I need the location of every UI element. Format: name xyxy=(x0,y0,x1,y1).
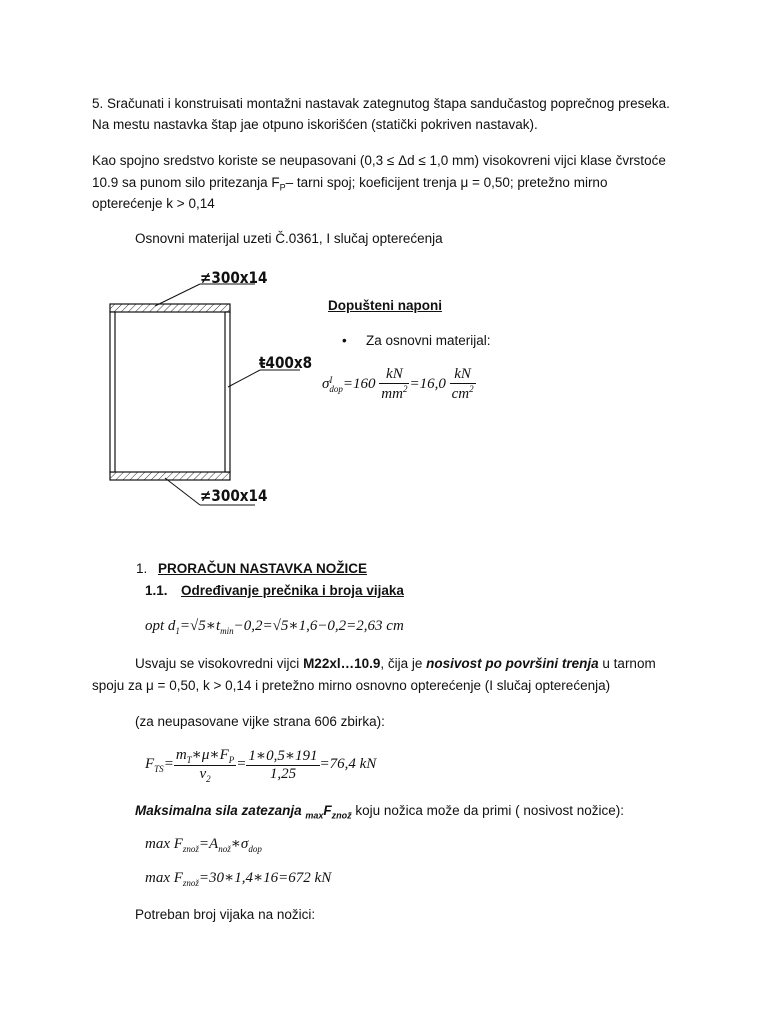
bolt-paragraph-line1: Usvaju se visokovredni vijci M22xl…10.9, čija je nosivost po površini trenja u tarnom xyxy=(135,656,656,671)
left-web xyxy=(110,312,115,472)
stresses-bullet-text: Za osnovni materijal: xyxy=(366,333,491,348)
reference-note: (za neupasovane vijke strana 606 zbirka): xyxy=(135,714,385,729)
bottom-flange-label: ≠300x14 xyxy=(200,486,268,505)
task-text-line1: 5. Sračunati i konstruisati montažni nastavak zategnutog štapa sandučastog poprečnog preseka. xyxy=(92,96,670,111)
top-leader xyxy=(155,284,200,306)
friction-capacity-formula: $F_{TS}=$ $\frac{m_T∗\mu∗F_P}{\nu_2}$ = $\frac{1∗0,5∗191}{1,25}$ =76,4 kN xyxy=(145,747,377,784)
bottom-leader xyxy=(165,478,200,505)
top-flange-label: ≠300x14 xyxy=(200,268,268,287)
right-web xyxy=(225,312,230,472)
max-force-result: $\max F_{znož}=30∗1,4∗16=672$ kN xyxy=(145,870,332,888)
bolt-paragraph-line2: spoju za μ = 0,50, k > 0,14 i pretežno mirno osnovno opterećenje (I slučaj opterećenja) xyxy=(92,678,611,693)
task-text-line2: Na mestu nastavka štap jae otpuno iskorišćen (statički pokriven nastavak). xyxy=(92,117,538,132)
diameter-formula: opt $d_1=√5∗t_{min}-0,2=√5∗1,6-0,2=2,63$ cm xyxy=(145,618,404,636)
side-leader xyxy=(228,370,260,387)
stresses-heading: Dopušteni naponi xyxy=(328,298,442,313)
subsection-title: Određivanje prečnika i broja vijaka xyxy=(181,583,404,598)
task-text-line3: Kao spojno sredstvo koriste se neupasovani (0,3 ≤ Δd ≤ 1,0 mm) visokovreni vijci klase čvrstoće xyxy=(92,153,666,168)
subsection-number: 1.1. xyxy=(145,583,168,598)
section-title: PRORAČUN NASTAVKA NOŽICE xyxy=(158,561,367,576)
web-label: ŧ400x8 xyxy=(259,353,313,372)
material-text: Osnovni materijal uzeti Č.0361, I slučaj opterećenja xyxy=(135,231,443,246)
bullet-icon: • xyxy=(342,333,347,348)
task-text-line5: opterećenje k > 0,14 xyxy=(92,196,215,211)
top-flange xyxy=(110,304,230,312)
section-number: 1. xyxy=(136,561,148,576)
max-force-formula: $\max F_{znož}=A_{nož}∗\sigma_{dop}$ xyxy=(145,836,262,854)
needed-bolts-text: Potreban broj vijaka na nožici: xyxy=(135,907,316,922)
box-section-figure xyxy=(100,262,300,512)
allowed-stress-formula: σ I dop =160 $\frac{kN}{mm^2}$ =16,0 $\frac{kN}{cm^2}$ xyxy=(322,366,474,402)
bottom-flange xyxy=(110,472,230,480)
task-text-line4: 10.9 sa punom silo pritezanja $F_P-$ tarni spoj; koeficijent trenja μ = 0,50; pretežno mirno xyxy=(92,175,608,193)
max-force-text: Maksimalna sila zatezanja $_{max}F_{znož}$ koju nožica može da primi ( nosivost nožice): xyxy=(135,803,624,821)
